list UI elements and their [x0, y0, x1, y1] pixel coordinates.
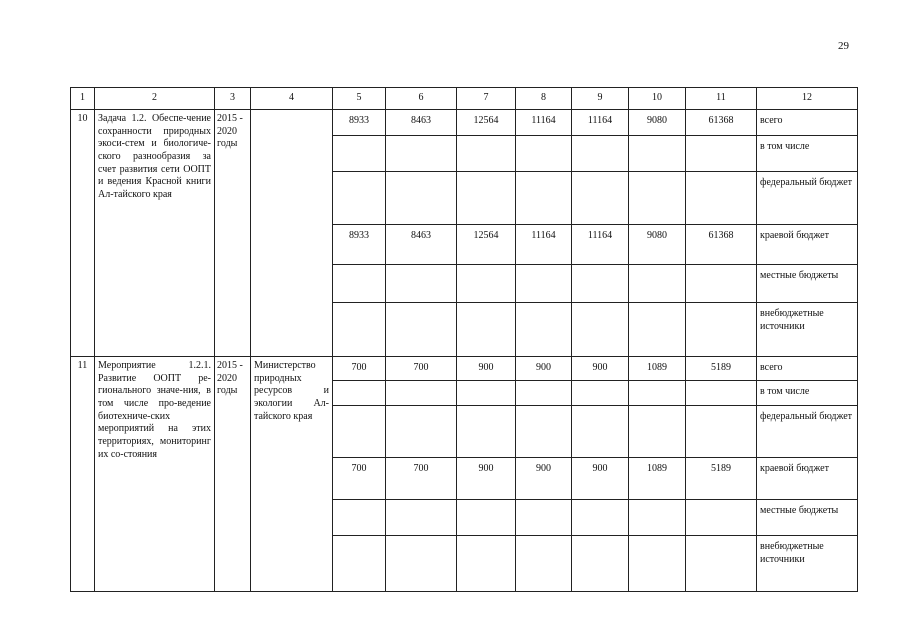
row-number: 10: [71, 110, 95, 357]
funding-source: в том числе: [757, 136, 858, 172]
header-row: [71, 88, 858, 110]
header-cell: 9: [572, 88, 629, 110]
page-number: 29: [838, 40, 849, 52]
value-cell: 8933: [333, 225, 386, 265]
funding-source: в том числе: [757, 381, 858, 406]
header-cell: 2: [95, 88, 215, 110]
header-cell: 10: [629, 88, 686, 110]
value-cell: 11164: [516, 110, 572, 136]
value-cell: 8933: [333, 110, 386, 136]
header-cell: 5: [333, 88, 386, 110]
value-cell: 900: [457, 357, 516, 381]
value-cell: 61368: [686, 225, 757, 265]
funding-source: федеральный бюджет: [757, 406, 858, 458]
value-cell: 900: [457, 458, 516, 500]
header-cell: 12: [757, 88, 858, 110]
value-cell: 900: [572, 458, 629, 500]
funding-source: краевой бюджет: [757, 225, 858, 265]
header-cell: 8: [516, 88, 572, 110]
funding-source: всего: [757, 110, 858, 136]
value-cell: 5189: [686, 458, 757, 500]
value-cell: 1089: [629, 458, 686, 500]
value-cell: 11164: [516, 225, 572, 265]
header-cell: 4: [251, 88, 333, 110]
funding-source: внебюджетные источники: [757, 536, 858, 592]
funding-source: местные бюджеты: [757, 265, 858, 303]
table-row: [71, 357, 858, 381]
value-cell: 8463: [386, 225, 457, 265]
header-cell: 1: [71, 88, 95, 110]
header-cell: 7: [457, 88, 516, 110]
value-cell: 700: [386, 458, 457, 500]
executor: Министерство природных ресурсов и экологии Ал-тайского края: [251, 357, 333, 592]
value-cell: 700: [333, 357, 386, 381]
years: 2015 - 2020 годы: [215, 357, 251, 592]
executor: [251, 110, 333, 357]
value-cell: 900: [516, 357, 572, 381]
value-cell: 8463: [386, 110, 457, 136]
value-cell: 700: [386, 357, 457, 381]
value-cell: 9080: [629, 110, 686, 136]
task-name: Задача 1.2. Обеспе-чение сохранности природных экоси-стем и биологиче-ского разнообразия за счет развития сети ООПТ и ведения Красной книги Ал-тайского края: [95, 110, 215, 357]
value-cell: 11164: [572, 225, 629, 265]
budget-table: [70, 87, 858, 592]
funding-source: местные бюджеты: [757, 500, 858, 536]
value-cell: 900: [572, 357, 629, 381]
funding-source: федеральный бюджет: [757, 172, 858, 225]
table-row: [71, 110, 858, 136]
value-cell: 1089: [629, 357, 686, 381]
years: 2015 - 2020 годы: [215, 110, 251, 357]
funding-source: внебюджетные источники: [757, 303, 858, 357]
value-cell: 700: [333, 458, 386, 500]
header-cell: 6: [386, 88, 457, 110]
header-cell: 3: [215, 88, 251, 110]
value-cell: 900: [516, 458, 572, 500]
value-cell: 12564: [457, 225, 516, 265]
funding-source: всего: [757, 357, 858, 381]
value-cell: 5189: [686, 357, 757, 381]
value-cell: 9080: [629, 225, 686, 265]
value-cell: 61368: [686, 110, 757, 136]
value-cell: 12564: [457, 110, 516, 136]
funding-source: краевой бюджет: [757, 458, 858, 500]
task-name: Мероприятие 1.2.1. Развитие ООПТ ре-гионального значе-ния, в том числе про-ведение биотехниче-ских мероприятий на этих территориях, мониторинг их со-стояния: [95, 357, 215, 592]
value-cell: 11164: [572, 110, 629, 136]
row-number: 11: [71, 357, 95, 592]
header-cell: 11: [686, 88, 757, 110]
